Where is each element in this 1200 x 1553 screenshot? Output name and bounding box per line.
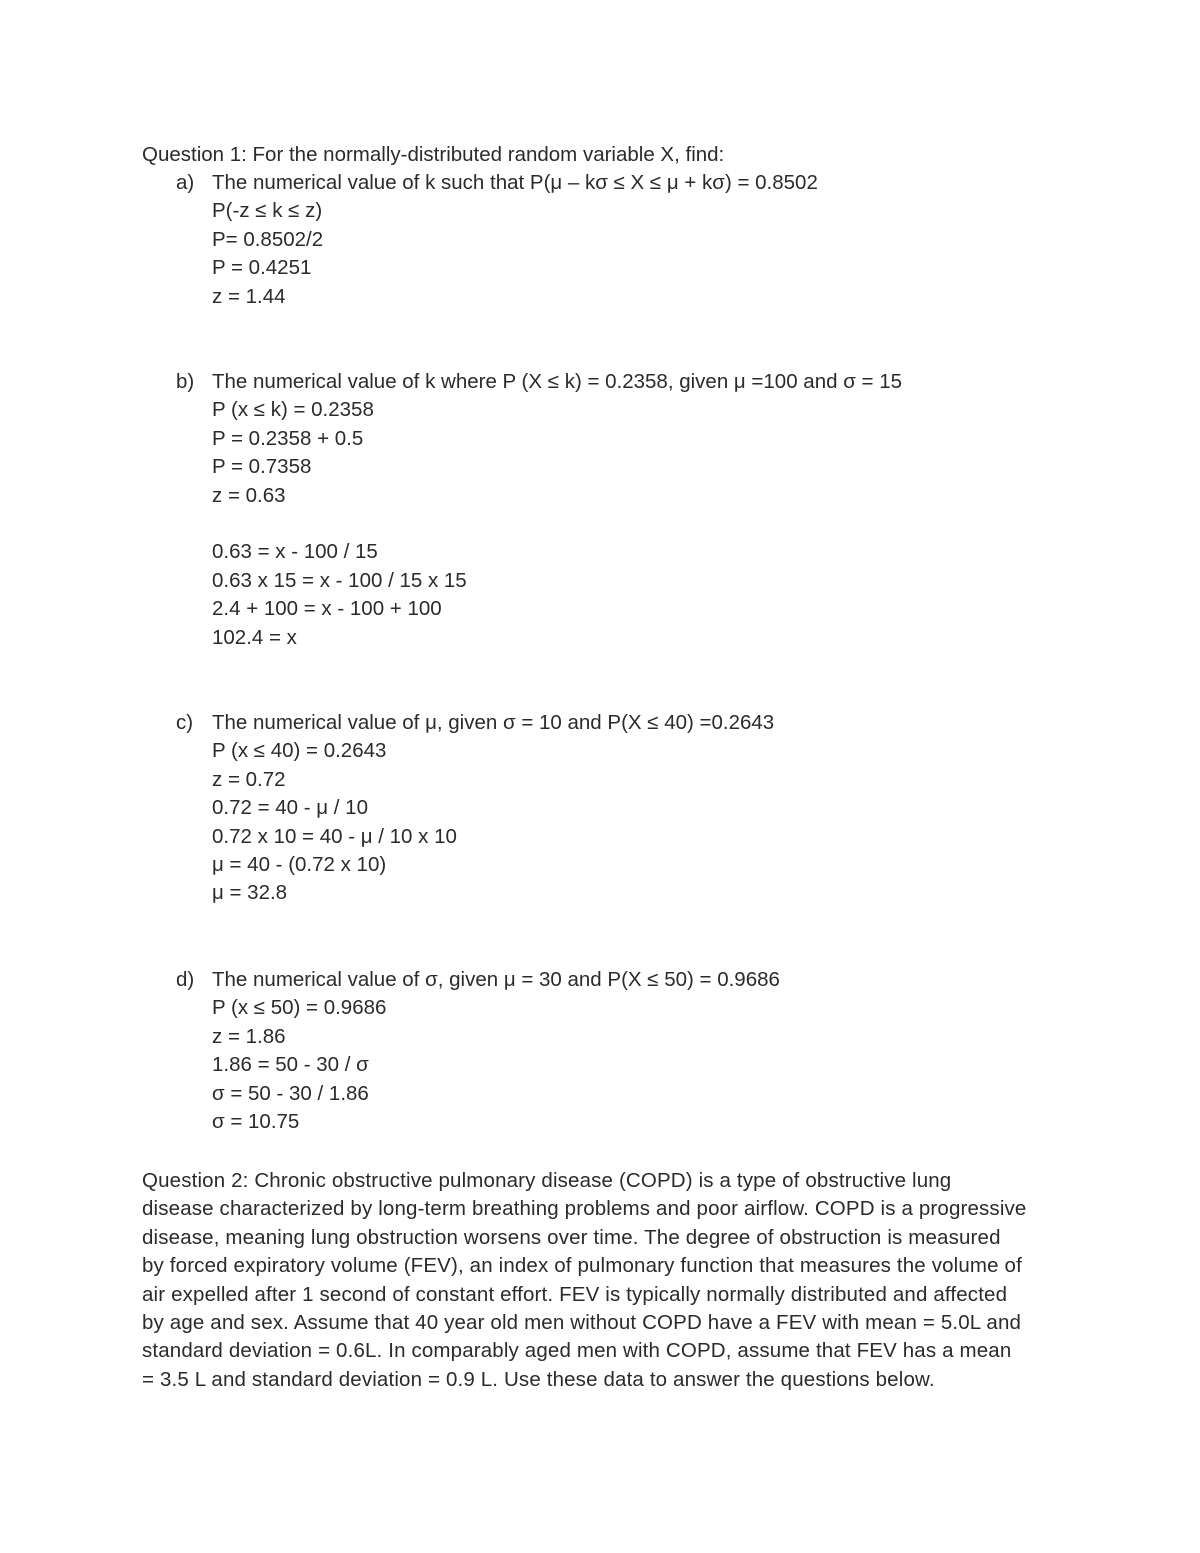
work-line: 1.86 = 50 - 30 / σ [212, 1053, 369, 1077]
work-line: P = 0.7358 [212, 455, 312, 479]
work-line: P = 0.2358 + 0.5 [212, 426, 364, 450]
work-line: P= 0.8502/2 [212, 227, 324, 251]
part-c-letter: c) [176, 711, 194, 734]
work-line: 2.4 + 100 = x - 100 + 100 [212, 597, 442, 621]
work-line: z = 0.72 [212, 767, 286, 791]
work-line: z = 1.44 [212, 284, 286, 308]
work-line: P (x ≤ 40) = 0.2643 [212, 739, 387, 763]
work-line: 102.4 = x [212, 625, 297, 649]
part-a-header [176, 169, 1076, 197]
part-b-letter: b) [176, 370, 195, 393]
work-line: z = 0.63 [212, 483, 286, 507]
work-line: μ = 40 - (0.72 x 10) [212, 852, 387, 876]
part-b-work [212, 396, 1076, 652]
part-b-prompt: The numerical value of k where P (X ≤ k) = 0.2358, given μ =100 and σ = 15 [212, 370, 903, 393]
work-line: P (x ≤ 50) = 0.9686 [212, 996, 387, 1020]
question-2-paragraph [142, 1167, 1067, 1394]
part-a-letter: a) [176, 171, 195, 194]
work-line: 0.63 = x - 100 / 15 [212, 540, 378, 564]
work-line: P(-z ≤ k ≤ z) [212, 199, 323, 223]
paragraph-line: by forced expiratory volume (FEV), an index of pulmonary function that measures the volume of [142, 1254, 1022, 1278]
question-1-part-c [176, 709, 1076, 908]
paragraph-line: standard deviation = 0.6L. In comparably aged men with COPD, assume that FEV has a mean [142, 1339, 1012, 1363]
work-line: z = 1.86 [212, 1024, 286, 1048]
work-line: 0.72 = 40 - μ / 10 [212, 796, 368, 820]
question-1-title: Question 1: For the normally-distributed random variable X, find: [142, 143, 725, 166]
work-line: σ = 50 - 30 / 1.86 [212, 1081, 369, 1105]
work-line: 0.63 x 15 = x - 100 / 15 x 15 [212, 568, 467, 592]
work-line: P = 0.4251 [212, 256, 312, 280]
work-line: 0.72 x 10 = 40 - μ / 10 x 10 [212, 824, 457, 848]
paragraph-line: air expelled after 1 second of constant effort. FEV is typically normally distributed and affected [142, 1282, 1008, 1306]
part-b-header [176, 368, 1076, 396]
part-a-prompt: The numerical value of k such that P(μ – kσ ≤ X ≤ μ + kσ) = 0.8502 [212, 171, 818, 194]
work-line: μ = 32.8 [212, 881, 288, 905]
part-d-letter: d) [176, 968, 195, 991]
paragraph-line: by age and sex. Assume that 40 year old men without COPD have a FEV with mean = 5.0L and [142, 1310, 1022, 1334]
paragraph-line: disease characterized by long-term breathing problems and poor airflow. COPD is a progressive [142, 1197, 1027, 1221]
question-1-part-b [176, 368, 1076, 652]
work-line-blank [212, 510, 1076, 538]
work-line: P (x ≤ k) = 0.2358 [212, 398, 374, 422]
work-line: σ = 10.75 [212, 1109, 300, 1133]
part-c-prompt: The numerical value of μ, given σ = 10 and P(X ≤ 40) =0.2643 [212, 711, 775, 734]
paragraph-line: disease, meaning lung obstruction worsens over time. The degree of obstruction is measured [142, 1225, 1001, 1249]
question-1-part-d [176, 966, 1076, 1136]
part-c-header [176, 709, 1076, 737]
part-d-prompt: The numerical value of σ, given μ = 30 and P(X ≤ 50) = 0.9686 [212, 968, 780, 991]
part-c-work [212, 737, 1076, 907]
part-d-header [176, 966, 1076, 994]
paragraph-line: = 3.5 L and standard deviation = 0.9 L. Use these data to answer the questions below. [142, 1367, 935, 1391]
question-1-part-a [176, 169, 1076, 311]
part-a-work [212, 197, 1076, 311]
part-d-work [212, 994, 1076, 1136]
paragraph-line: Question 2: Chronic obstructive pulmonary disease (COPD) is a type of obstructive lung [142, 1169, 952, 1192]
